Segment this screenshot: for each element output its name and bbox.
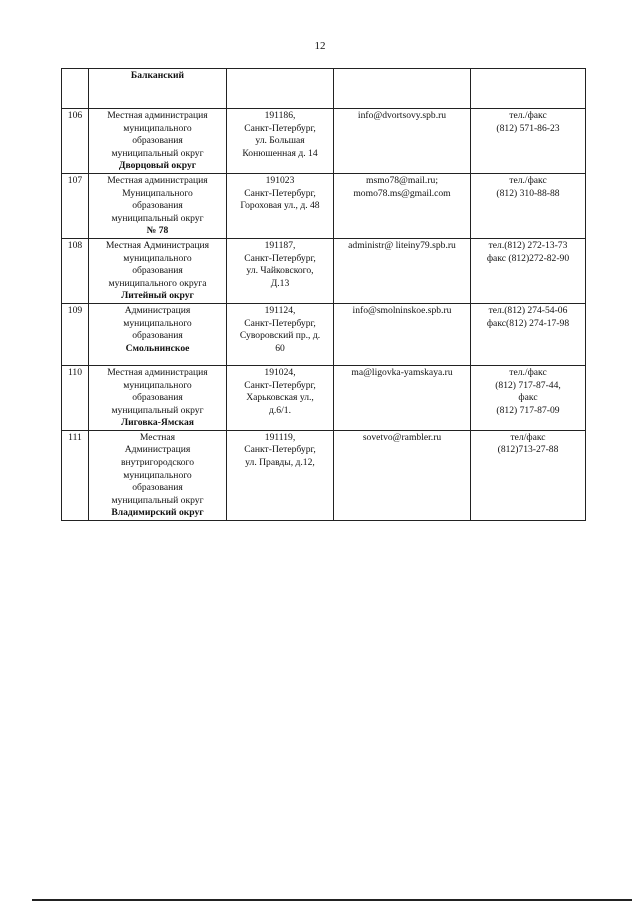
table-row <box>62 303 586 365</box>
administrations-table <box>61 68 586 521</box>
cell-number <box>62 109 89 174</box>
org-name-line: Местная администрация <box>107 110 208 121</box>
org-name-line: внутригородского <box>120 457 195 469</box>
cell-name <box>89 69 227 109</box>
district-name: Балканский <box>130 70 185 81</box>
address-line: Суворовский пр., д. <box>239 330 321 342</box>
phone-line: (812) 310-88-88 <box>496 187 560 199</box>
org-name-line: образования <box>132 200 183 212</box>
phone-line: факс <box>518 392 538 404</box>
phone-line: тел./факс <box>509 174 547 186</box>
org-name-line: Администрация <box>124 444 191 456</box>
cell-email <box>334 365 471 430</box>
org-name-line: образования <box>132 135 183 147</box>
org-name-line: муниципальный округ <box>111 404 204 416</box>
cell-email <box>334 303 471 365</box>
cell-name <box>89 365 227 430</box>
row-number: 110 <box>67 366 83 378</box>
org-name-line: образования <box>132 330 183 342</box>
cell-phone <box>471 365 586 430</box>
bottom-rule <box>32 899 632 901</box>
phone-line: факс(812) 274-17-98 <box>486 317 570 329</box>
email-line: administr@ liteiny79.spb.ru <box>348 239 456 251</box>
address-line: 191024, <box>264 366 296 378</box>
org-name-line: образования <box>132 482 183 494</box>
org-name-line: муниципального <box>123 317 192 329</box>
cell-address <box>227 430 334 520</box>
org-name-line: образования <box>132 265 183 277</box>
email-line: info@dvortsovy.spb.ru <box>357 110 447 121</box>
address-line: Санкт-Петербург, <box>244 252 316 264</box>
address-line: д.6/1. <box>269 404 291 416</box>
cell-email <box>334 238 471 303</box>
cell-number <box>62 365 89 430</box>
org-name-line: муниципальный округ <box>111 494 204 506</box>
row-number: 111 <box>68 431 82 443</box>
address-line: Харьковская ул., <box>246 392 314 404</box>
address-line: Санкт-Петербург, <box>244 187 316 199</box>
phone-line: (812) 717-87-09 <box>496 404 560 416</box>
cell-address <box>227 173 334 238</box>
cell-phone <box>471 173 586 238</box>
org-name-line: Администрация <box>124 304 191 316</box>
phone-line: тел.(812) 272-13-73 <box>488 239 568 251</box>
phone-line: (812) 571-86-23 <box>496 122 560 134</box>
org-name-line: муниципальный округ <box>111 147 204 159</box>
page-number: 12 <box>314 40 326 52</box>
org-name-line: муниципального <box>123 469 192 481</box>
cell-phone <box>471 430 586 520</box>
cell-address <box>227 365 334 430</box>
row-number: 108 <box>67 239 83 251</box>
district-name: Дворцовый округ <box>118 160 197 172</box>
email-line: sovetvo@rambler.ru <box>362 431 442 443</box>
cell-name <box>89 238 227 303</box>
cell-name <box>89 303 227 365</box>
address-line: ул. Чайковского, <box>246 265 314 277</box>
table-row <box>62 173 586 238</box>
address-line: 191124, <box>264 304 296 316</box>
district-name: № 78 <box>146 225 169 237</box>
cell-phone <box>471 303 586 365</box>
email-line: info@smolninskoe.spb.ru <box>352 304 452 316</box>
cell-number <box>62 69 89 109</box>
phone-line: тел./факс <box>509 366 547 378</box>
address-line: 191186, <box>264 110 296 121</box>
org-name-line: муниципального <box>123 252 192 264</box>
cell-number <box>62 173 89 238</box>
cell-address <box>227 109 334 174</box>
address-line: Санкт-Петербург, <box>244 317 316 329</box>
cell-number <box>62 238 89 303</box>
cell-name <box>89 109 227 174</box>
address-line: ул. Большая <box>255 135 305 147</box>
table-row <box>62 69 586 109</box>
phone-line: (812) 717-87-44, <box>495 379 561 391</box>
row-number: 106 <box>67 110 83 121</box>
phone-line: тел./факс <box>509 110 547 121</box>
district-name: Смольнинское <box>125 342 190 354</box>
address-line: Д.13 <box>270 277 290 289</box>
org-name-line: Местная администрация <box>107 174 208 186</box>
phone-line: тел/факс <box>510 431 546 443</box>
phone-line: факс (812)272-82-90 <box>486 252 570 264</box>
table-row <box>62 430 586 520</box>
email-line: momo78.ms@gmail.com <box>353 187 451 199</box>
row-number: 109 <box>67 304 83 316</box>
address-line: Санкт-Петербург, <box>244 122 316 134</box>
org-name-line: Местная Администрация <box>105 239 210 251</box>
address-line: 191119, <box>264 431 296 443</box>
cell-address <box>227 69 334 109</box>
org-name-line: Муниципального <box>122 187 193 199</box>
org-name-line: муниципального округа <box>108 277 207 289</box>
district-name: Литейный округ <box>121 290 194 302</box>
cell-phone <box>471 69 586 109</box>
table-row <box>62 365 586 430</box>
cell-name <box>89 173 227 238</box>
org-name-line: муниципального <box>123 379 192 391</box>
cell-email <box>334 69 471 109</box>
table-row <box>62 238 586 303</box>
address-line: 191187, <box>264 239 296 251</box>
address-line: 191023 <box>265 174 295 186</box>
org-name-line: образования <box>132 392 183 404</box>
phone-line: (812)713-27-88 <box>497 444 559 456</box>
address-line: Конюшенная д. 14 <box>242 147 318 159</box>
district-name: Владимирский округ <box>111 507 204 519</box>
address-line: Гороховая ул., д. 48 <box>240 200 320 212</box>
cell-phone <box>471 238 586 303</box>
cell-address <box>227 303 334 365</box>
address-line: Санкт-Петербург, <box>244 444 316 456</box>
address-line: Санкт-Петербург, <box>244 379 316 391</box>
phone-line: тел.(812) 274-54-06 <box>488 304 568 316</box>
cell-email <box>334 109 471 174</box>
org-name-line: Местная администрация <box>107 366 208 378</box>
cell-number <box>62 430 89 520</box>
cell-name <box>89 430 227 520</box>
email-line: ma@ligovka-yamskaya.ru <box>351 366 453 378</box>
cell-email <box>334 430 471 520</box>
email-line: msmo78@mail.ru; <box>366 174 438 186</box>
cell-address <box>227 238 334 303</box>
cell-phone <box>471 109 586 174</box>
address-line: ул. Правды, д.12, <box>245 457 315 469</box>
org-name-line: муниципальный округ <box>111 212 204 224</box>
district-name: Лиговка-Ямская <box>121 417 194 429</box>
table-row <box>62 109 586 174</box>
cell-number <box>62 303 89 365</box>
cell-email <box>334 173 471 238</box>
org-name-line: муниципального <box>123 122 192 134</box>
address-line: 60 <box>275 342 285 354</box>
org-name-line: Местная <box>139 431 176 443</box>
row-number: 107 <box>67 174 83 186</box>
